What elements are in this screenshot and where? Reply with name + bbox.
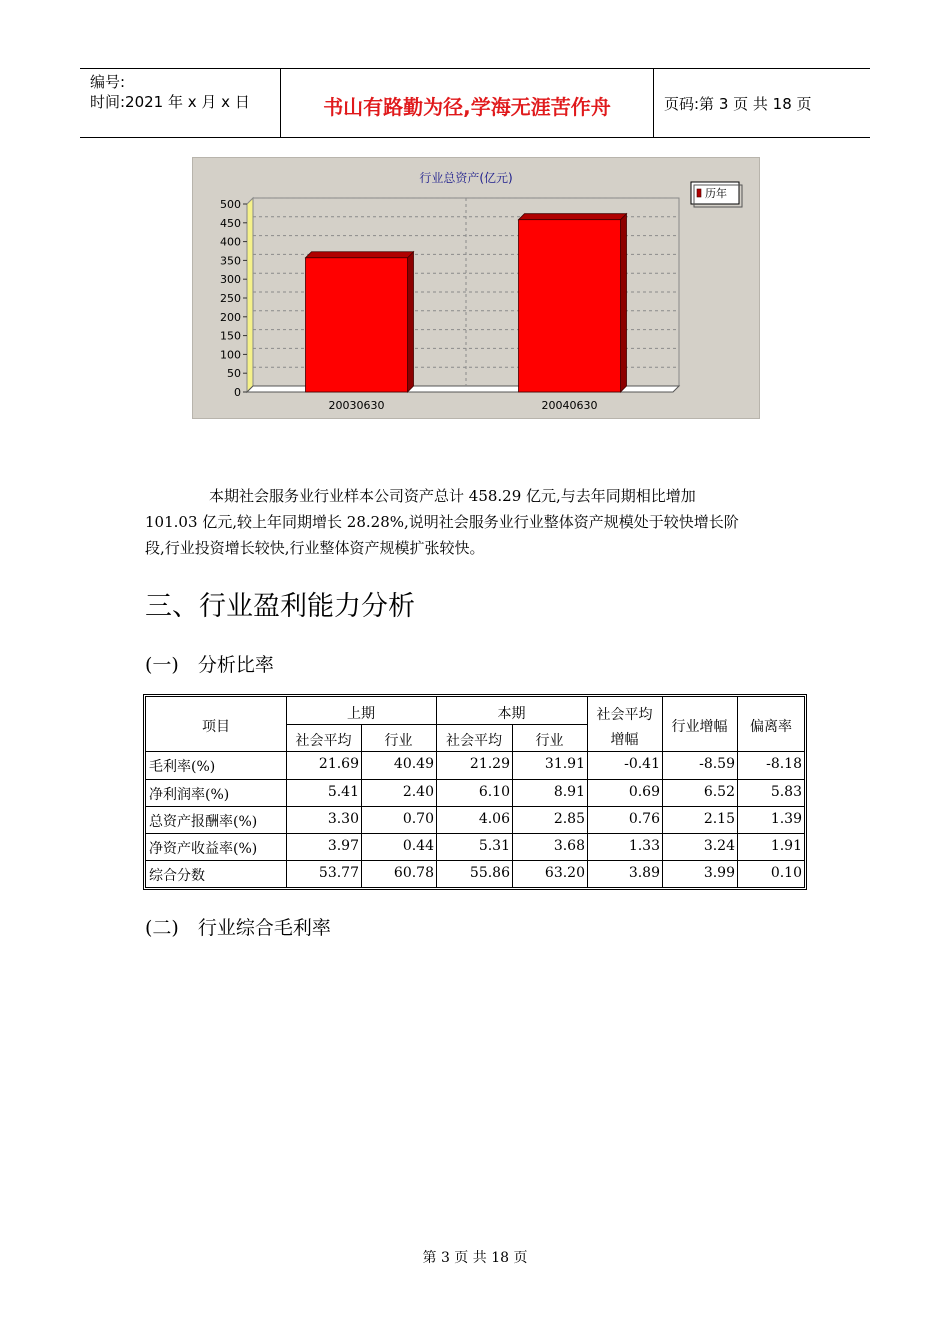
table-cell: 8.91 <box>553 784 585 800</box>
table-cell: 40.49 <box>393 756 434 772</box>
table-cell: 2.85 <box>553 811 585 827</box>
page-footer: 第 3 页 共 18 页 <box>422 1250 528 1266</box>
bar-side <box>408 252 414 392</box>
table-hline <box>146 833 804 834</box>
table-hline <box>146 806 804 807</box>
time-label: 时间:2021 年 x 月 x 日 <box>90 93 250 111</box>
x-tick-label: 20030630 <box>328 399 385 412</box>
row-label: 总资产报酬率(%) <box>149 814 258 830</box>
y-tick-label: 200 <box>220 310 241 324</box>
table-cell: -8.59 <box>699 756 735 772</box>
sub-curr-industry: 行业 <box>535 733 564 749</box>
sub-curr-social: 社会平均 <box>446 733 502 749</box>
table-cell: 5.83 <box>770 784 802 800</box>
sub-prev-social: 社会平均 <box>295 733 352 749</box>
motto: 书山有路勤为径,学海无涯苦作舟 <box>323 95 611 119</box>
table-cell: 6.10 <box>478 784 510 800</box>
header-right-cell <box>654 69 870 137</box>
chart-title: 行业总资产(亿元) <box>419 171 513 185</box>
subheading-ratios: (一) 分析比率 <box>145 654 274 676</box>
table-cell: 2.15 <box>703 811 735 827</box>
page-info: 页码:第 3 页 共 18 页 <box>664 95 812 113</box>
table-cell: 3.99 <box>703 865 735 881</box>
header-left-cell <box>80 69 281 137</box>
table-cell: 3.97 <box>327 838 359 854</box>
table-cell: 53.77 <box>318 865 359 881</box>
page-header <box>80 68 870 138</box>
table-hline <box>286 724 587 725</box>
row-label: 净利润率(%) <box>149 787 230 803</box>
chart-svg <box>193 158 759 418</box>
x-tick-label: 20040630 <box>541 399 598 412</box>
y-tick-label: 350 <box>220 254 241 268</box>
table-cell: 0.10 <box>770 865 802 881</box>
asset-chart <box>192 157 760 419</box>
head-prev: 上期 <box>347 706 375 722</box>
y-tick-label: 0 <box>234 386 241 399</box>
table-hline <box>146 751 804 752</box>
para-line-3: 段,行业投资增长较快,行业整体资产规模扩张较快。 <box>145 539 485 557</box>
head-deviation: 偏离率 <box>750 719 792 735</box>
table-cell: 1.39 <box>770 811 802 827</box>
table-cell: -8.18 <box>766 756 802 772</box>
bar-top <box>519 214 627 220</box>
legend-label: 历年 <box>705 187 727 200</box>
y-tick-label: 450 <box>220 216 241 230</box>
table-cell: 0.69 <box>628 784 660 800</box>
left-wall <box>247 198 253 392</box>
table-cell: 1.33 <box>628 838 660 854</box>
table-cell: 21.29 <box>469 756 510 772</box>
y-tick-label: 400 <box>220 235 241 249</box>
row-label: 毛利率(%) <box>149 759 216 775</box>
table-cell: 60.78 <box>393 865 434 881</box>
table-cell: 1.91 <box>770 838 802 854</box>
table-hline <box>146 779 804 780</box>
table-cell: 3.24 <box>703 838 735 854</box>
row-label: 净资产收益率(%) <box>149 841 258 857</box>
bar-side <box>621 214 627 392</box>
row-label: 综合分数 <box>149 868 205 884</box>
head-social-growth-1: 社会平均 <box>596 707 653 723</box>
header-middle-cell <box>281 69 654 137</box>
table-cell: 0.70 <box>402 811 434 827</box>
head-social-growth-2: 增幅 <box>610 732 639 748</box>
subheading-gross-margin: (二) 行业综合毛利率 <box>145 917 331 939</box>
analysis-paragraph <box>145 483 805 561</box>
legend-swatch <box>697 189 701 197</box>
head-curr: 本期 <box>497 706 526 722</box>
head-item: 项目 <box>202 719 230 735</box>
table-cell: 31.91 <box>544 756 585 772</box>
ratio-table <box>145 696 805 888</box>
code-label: 编号: <box>90 73 126 91</box>
section-heading: 三、行业盈利能力分析 <box>145 591 415 622</box>
table-cell: 55.86 <box>469 865 510 881</box>
sub-prev-industry: 行业 <box>384 733 413 749</box>
bar-top <box>306 252 414 258</box>
table-cell: 0.76 <box>628 811 660 827</box>
table-cell: 21.69 <box>318 756 359 772</box>
y-tick-label: 50 <box>227 367 241 381</box>
table-cell: 5.31 <box>478 838 510 854</box>
para-line-2: 101.03 亿元,较上年同期增长 28.28%,说明社会服务业行业整体资产规模处于较快增长阶 <box>145 513 739 531</box>
table-cell: 5.41 <box>327 784 359 800</box>
para-line-1: 本期社会服务业行业样本公司资产总计 458.29 亿元,与去年同期相比增加 <box>209 487 696 505</box>
table-cell: 3.89 <box>628 865 660 881</box>
y-tick-label: 250 <box>220 292 241 305</box>
table-cell: 63.20 <box>544 865 585 881</box>
table-cell: 6.52 <box>703 784 735 800</box>
y-tick-label: 300 <box>220 273 241 287</box>
table-cell: -0.41 <box>624 756 660 772</box>
table-hline <box>146 860 804 861</box>
bar <box>306 258 408 392</box>
y-tick-label: 500 <box>220 198 241 211</box>
table-cell: 3.30 <box>327 811 359 827</box>
head-industry-growth: 行业增幅 <box>671 719 728 735</box>
table-cell: 4.06 <box>478 811 510 827</box>
bar <box>519 220 621 392</box>
table-cell: 0.44 <box>402 838 434 854</box>
y-tick-label: 150 <box>220 329 241 343</box>
table-cell: 3.68 <box>553 838 585 854</box>
table-cell: 2.40 <box>402 784 434 800</box>
y-tick-label: 100 <box>220 348 241 362</box>
